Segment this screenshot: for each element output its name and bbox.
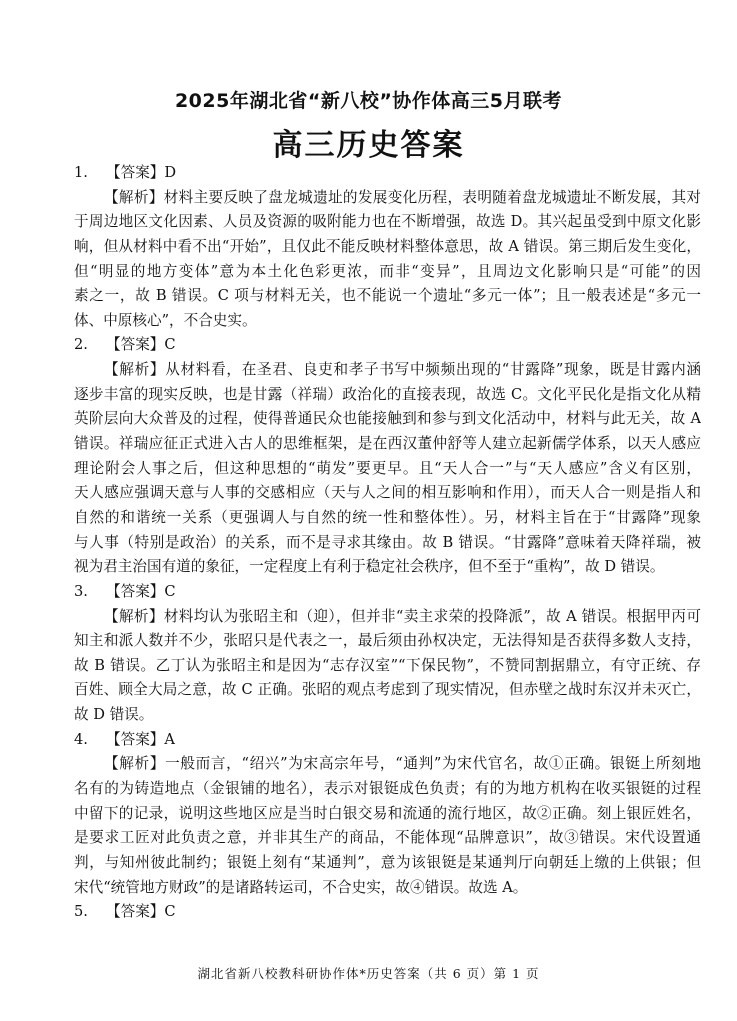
- analysis-line: 【解析】一般而言，“绍兴”为宋高宗年号，“通判”为宋代官名，故①正确。银铤上所刻地: [104, 755, 701, 773]
- analysis-line: 英阶层向大众普及的过程，使得普通民众也能接触到和参与到文化活动中，材料与此无关，故 A: [74, 410, 701, 428]
- analysis-line: 与人事（特别是政治）的关系，而不是寻求其缘由。故 B 错误。“甘露降”意味着天降祥瑞，被: [74, 533, 701, 551]
- analysis-line: 宋代“统管地方财政”的是诸路转运司，不合史实，故④错误。故选 A。: [74, 878, 528, 896]
- answer-item: [74, 333, 701, 579]
- answer-item: [74, 580, 701, 728]
- analysis-line: 体、中原核心”，不合史实。: [74, 311, 257, 329]
- answer-heading: [74, 161, 701, 186]
- answer-label: 【答案】: [106, 582, 165, 600]
- answer-heading: [74, 728, 701, 753]
- question-number: 2.: [74, 336, 88, 354]
- analysis-line: 视为君主治国有道的象征，一定程度上有利于稳定社会秩序，但不至于“重构”，故 D 错误。: [74, 558, 665, 576]
- answer-item: [74, 728, 701, 900]
- analysis-line: 响，但从材料中看不出“开始”，且仅此不能反映材料整体意思，故 A 错误。第三期后发生变化，: [74, 237, 701, 255]
- analysis-line: 【解析】材料主要反映了盘龙城遗址的发展变化历程，表明随着盘龙城遗址不断发展，其对: [104, 188, 701, 206]
- answer-label: 【答案】: [106, 336, 165, 354]
- question-number: 3.: [74, 582, 88, 600]
- exam-heading: 2025年湖北省“新八校”协作体高三5月联考: [174, 90, 563, 112]
- analysis-line: 于周边地区文化因素、人员及资源的吸附能力也在不断增强，故选 D。其兴起虽受到中原文化影: [74, 213, 701, 231]
- analysis-line: 理论附会人事之后，但这种思想的“萌发”要更早。且“天人合一”与“天人感应”含义有区别，: [74, 459, 701, 477]
- answer-label: 【答案】: [106, 730, 165, 748]
- answer-item: [74, 161, 701, 333]
- analysis-line: 判，与知州彼此制约；银铤上刻有“某通判”，意为该银铤是某通判厅向朝廷上缴的上供银；但: [74, 853, 701, 871]
- analysis-line: 天人感应强调天意与人事的交感相应（天与人之间的相互影响和作用），而天人合一则是指人和: [74, 484, 701, 502]
- analysis-line: 是要求工匠对此负责之意，并非其生产的商品，不能体现“品牌意识”，故③错误。宋代设置通: [74, 829, 701, 847]
- answer-choice: C: [164, 582, 176, 600]
- answer-heading: [74, 900, 701, 925]
- analysis-line: 错误。祥瑞应征正式进入古人的思维框架，是在西汉董仲舒等人建立起新儒学体系，以天人感应: [74, 435, 701, 453]
- question-number: 5.: [74, 903, 88, 921]
- analysis-line: 故 B 错误。乙丁认为张昭主和是因为“志存汉室”“下保民物”，不赞同割据鼎立，有守正统、存: [74, 656, 701, 674]
- analysis-line: 故 D 错误。: [74, 706, 154, 724]
- analysis-line: 名有的为铸造地点（金银铺的地名），表示对银铤成色负责；有的为地方机构在收买银铤的过程: [74, 780, 701, 798]
- answer-heading: [74, 333, 701, 358]
- answer-choice: C: [164, 903, 176, 921]
- analysis-line: 自然的和谐统一关系（更强调人与自然的统一性和整体性）。另，材料主旨在于“甘露降”现象: [74, 508, 701, 526]
- analysis-line: 【解析】材料均认为张昭主和（迎），但并非“卖主求荣的投降派”，故 A 错误。根据甲丙可: [104, 607, 701, 625]
- answer-list: [74, 161, 701, 925]
- document-title: 高三历史答案: [272, 128, 465, 163]
- answer-label: 【答案】: [106, 903, 165, 921]
- analysis-line: 知主和派人数并不少，张昭只是代表之一，最后须由孙权决定，无法得知是否获得多数人支持，: [74, 632, 701, 650]
- answer-label: 【答案】: [106, 164, 165, 181]
- answer-choice: A: [164, 730, 175, 748]
- answer-item: [74, 900, 701, 925]
- answer-heading: [74, 580, 701, 605]
- analysis-line: 但“明显的地方变体”意为本土化色彩更浓，而非“变异”，且周边文化影响只是“可能”的因: [74, 262, 701, 280]
- analysis-line: 逐步丰富的现实反映，也是甘露（祥瑞）政治化的直接表现，故选 C。文化平民化是指文化从精: [74, 385, 701, 403]
- analysis-line: 百姓、顾全大局之意，故 C 正确。张昭的观点考虑到了现实情况，但赤壁之战时东汉并未灭亡，: [74, 681, 701, 699]
- answer-choice: C: [164, 336, 176, 354]
- page-footer: 湖北省新八校教科研协作体*历史答案（共 6 页）第 1 页: [197, 966, 540, 981]
- question-number: 1.: [74, 164, 88, 181]
- answer-choice: D: [164, 164, 177, 181]
- analysis-line: 【解析】从材料看，在圣君、良吏和孝子书写中频频出现的“甘露降”现象，既是甘露内涵: [104, 361, 701, 379]
- analysis-line: 中留下的记录，说明这些地区应是当时白银交易和流通的流行地区，故②正确。刻上银匠姓名，: [74, 804, 701, 822]
- question-number: 4.: [74, 730, 88, 748]
- analysis-line: 素之一，故 B 错误。C 项与材料无关，也不能说一个遗址“多元一体”；且一般表述是“多元一: [74, 287, 701, 305]
